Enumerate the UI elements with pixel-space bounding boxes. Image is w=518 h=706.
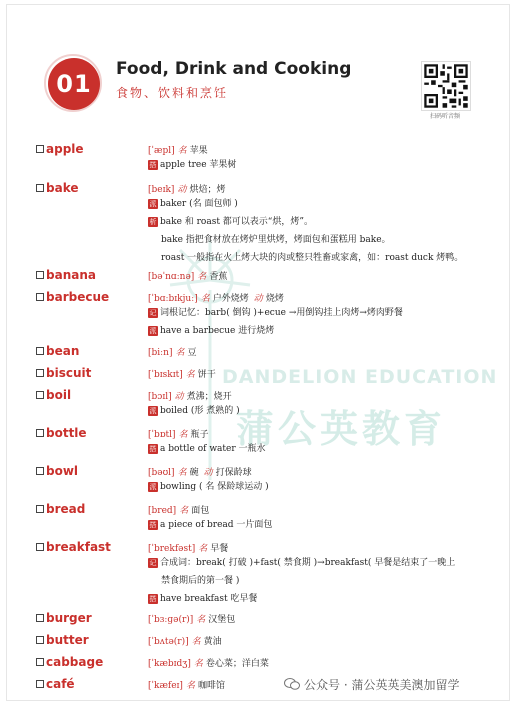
entry-phonetic: [ˈkæbɪdʒ] [148,659,191,669]
entry-word: bread [46,502,86,516]
watermark-chinese: 蒲公英教育 [236,407,447,451]
entry-meaning: 咖啡馆 [197,681,225,691]
entry-definition-line [148,427,209,440]
entry-part-of-speech-2: 动 [203,468,213,478]
entry-definition-line [148,656,269,669]
entry-meaning: 早餐 [210,544,229,554]
entry-part-of-speech: 名 [179,506,189,516]
note-tag-icon: 搭 [149,444,157,453]
entry-phonetic: [ˈkæfeɪ] [148,681,183,691]
entry-phonetic: [ˈæpl] [148,146,175,156]
watermark-english: DANDELION EDUCATION [222,366,498,388]
entry-meaning: 烘焙；烤 [189,185,226,195]
note-tag-icon: 析 [149,217,157,226]
note-tag-icon: 搭 [149,594,157,603]
entry-phonetic: [ˈbɑːbɪkjuː] [148,294,198,304]
entry-word: cabbage [46,655,104,669]
entry-phonetic: [bred] [148,506,177,516]
note-tag-icon: 记 [149,308,157,317]
entry-checkbox[interactable] [36,145,44,153]
note-text: roast 一般指在火上烤大块的肉或整只牲畜或家禽，如：roast duck 烤鸭。 [161,253,464,263]
entry-part-of-speech: 名 [177,146,187,156]
note-tag-icon: 派 [149,326,157,335]
note-text: bake 指把食材放在烤炉里烘烤，烤面包和蛋糕用 bake。 [161,235,391,245]
qr-caption: 扫码听音频 [429,113,460,120]
entry-phonetic: [beɪk] [148,185,175,195]
entry-checkbox[interactable] [36,543,44,551]
entry-meaning: 黄油 [203,637,222,647]
entry-checkbox[interactable] [36,369,44,377]
entry-phonetic: [ˈbɒtl] [148,430,176,440]
entry-definition-line [148,634,222,647]
entry-definition-line [148,345,197,358]
entry-word: banana [46,268,96,282]
footer-label: 公众号 · 蒲公英英美澳加留学 [304,678,460,692]
entry-note [148,323,274,336]
note-tag-icon: 派 [149,199,157,208]
note-tag-icon: 搭 [149,160,157,169]
entry-checkbox[interactable] [36,293,44,301]
entry-part-of-speech: 名 [197,272,207,282]
entry-note [148,196,238,209]
entry-word: boil [46,388,72,402]
entry-meaning: 饼干 [197,370,216,380]
entry-word: breakfast [46,540,111,554]
entry-meaning: 户外烧烤 [212,294,249,304]
entry-checkbox[interactable] [36,658,44,666]
entry-phonetic: [bəˈnɑːnə] [148,272,195,282]
entry-meaning-2: 打保龄球 [215,468,252,478]
note-text: 合成词：break( 打破 )+fast( 禁食期 )→breakfast( 早餐是结束了一晚上 [160,558,456,568]
entry-note [148,157,236,170]
entry-definition-line [148,367,216,380]
entry-definition-line [148,678,225,691]
entry-definition-line [148,389,232,402]
entry-checkbox[interactable] [36,680,44,688]
entry-checkbox[interactable] [36,429,44,437]
entry-word: café [46,677,75,691]
note-text: 禁食期后的第一餐 ) [161,576,240,586]
entry-word: barbecue [46,290,110,304]
entry-note [148,555,455,568]
entry-checkbox[interactable] [36,505,44,513]
entry-part-of-speech: 名 [175,348,185,358]
entry-checkbox[interactable] [36,347,44,355]
entry-note [148,479,269,492]
entry-part-of-speech: 名 [185,681,195,691]
entry-part-of-speech: 名 [196,615,206,625]
entry-note [161,573,239,586]
entry-note [161,250,463,263]
chapter-number-badge: 01 [48,58,100,110]
entry-meaning: 豆 [187,348,197,358]
note-text: a bottle of water 一瓶水 [160,444,266,454]
note-text: apple tree 苹果树 [160,160,237,170]
note-text: baker (名 面包师 ) [160,199,238,209]
entry-note [148,403,240,416]
note-text: have breakfast 吃早餐 [160,594,258,604]
footer-account-text [282,676,459,693]
entry-meaning-2: 烧烤 [265,294,284,304]
entry-word: bake [46,181,79,195]
entry-part-of-speech: 动 [174,392,184,402]
entry-meaning: 卷心菜；洋白菜 [205,659,269,669]
entry-word: bottle [46,426,87,440]
qr-code-icon[interactable] [421,61,471,111]
entry-definition-line [148,182,225,195]
entry-part-of-speech: 名 [177,468,187,478]
note-text: bake 和 roast 都可以表示“烘，烤”。 [160,217,314,227]
entry-note [148,591,257,604]
entry-meaning: 碗 [189,468,199,478]
entry-definition-line [148,291,284,304]
entry-note [148,305,403,318]
entry-phonetic: [ˈbɪskɪt] [148,370,183,380]
entry-phonetic: [ˈbrekfəst] [148,544,196,554]
note-tag-icon: 搭 [149,520,157,529]
entry-meaning: 香蕉 [209,272,228,282]
entry-phonetic: [biːn] [148,348,173,358]
entry-definition-line [148,541,228,554]
entry-meaning: 煮沸；烧开 [186,392,232,402]
entry-part-of-speech: 名 [178,430,188,440]
entry-meaning: 面包 [191,506,210,516]
note-text: 词根记忆：barb( 倒钩 )+ecue →用倒钩挂上肉烤→烤肉野餐 [160,308,403,318]
entry-definition-line [148,143,208,156]
entry-word: butter [46,633,89,647]
entry-note [148,517,272,530]
chapter-title-english: Food, Drink and Cooking [116,59,352,79]
note-text: boiled (形 煮熟的 ) [160,406,240,416]
chapter-title-chinese: 食物、饮料和烹饪 [116,86,229,100]
entry-checkbox[interactable] [36,636,44,644]
entry-part-of-speech: 名 [198,544,208,554]
entry-definition-line [148,612,235,625]
entry-word: bowl [46,464,79,478]
entry-note [161,232,391,245]
note-text: a piece of bread 一片面包 [160,520,273,530]
entry-checkbox[interactable] [36,614,44,622]
note-tag-icon: 派 [149,482,157,491]
note-tag-icon: 派 [149,406,157,415]
entry-word: apple [46,142,84,156]
entry-phonetic: [ˈbʌtə(r)] [148,637,189,647]
entry-part-of-speech-2: 动 [253,294,263,304]
entry-meaning: 汉堡包 [208,615,236,625]
entry-meaning: 苹果 [189,146,208,156]
entry-part-of-speech: 动 [177,185,187,195]
entry-checkbox[interactable] [36,391,44,399]
entry-word: bean [46,344,80,358]
entry-part-of-speech: 名 [191,637,201,647]
entry-word: biscuit [46,366,92,380]
note-text: have a barbecue 进行烧烤 [160,326,275,336]
entry-word: burger [46,611,92,625]
note-tag-icon: 记 [149,558,157,567]
note-text: bowling ( 名 保龄球运动 ) [160,482,269,492]
entry-part-of-speech: 名 [185,370,195,380]
entry-note [148,441,266,454]
entry-part-of-speech: 名 [200,294,210,304]
entry-definition-line [148,269,227,282]
entry-phonetic: [ˈbɜːɡə(r)] [148,615,194,625]
entry-phonetic: [bəʊl] [148,468,175,478]
entry-definition-line [148,503,209,516]
entry-checkbox[interactable] [36,184,44,192]
entry-checkbox[interactable] [36,467,44,475]
entry-part-of-speech: 名 [193,659,203,669]
entry-phonetic: [bɔɪl] [148,392,172,402]
entry-definition-line [148,465,252,478]
entry-meaning: 瓶子 [190,430,209,440]
entry-note [148,214,313,227]
entry-checkbox[interactable] [36,271,44,279]
